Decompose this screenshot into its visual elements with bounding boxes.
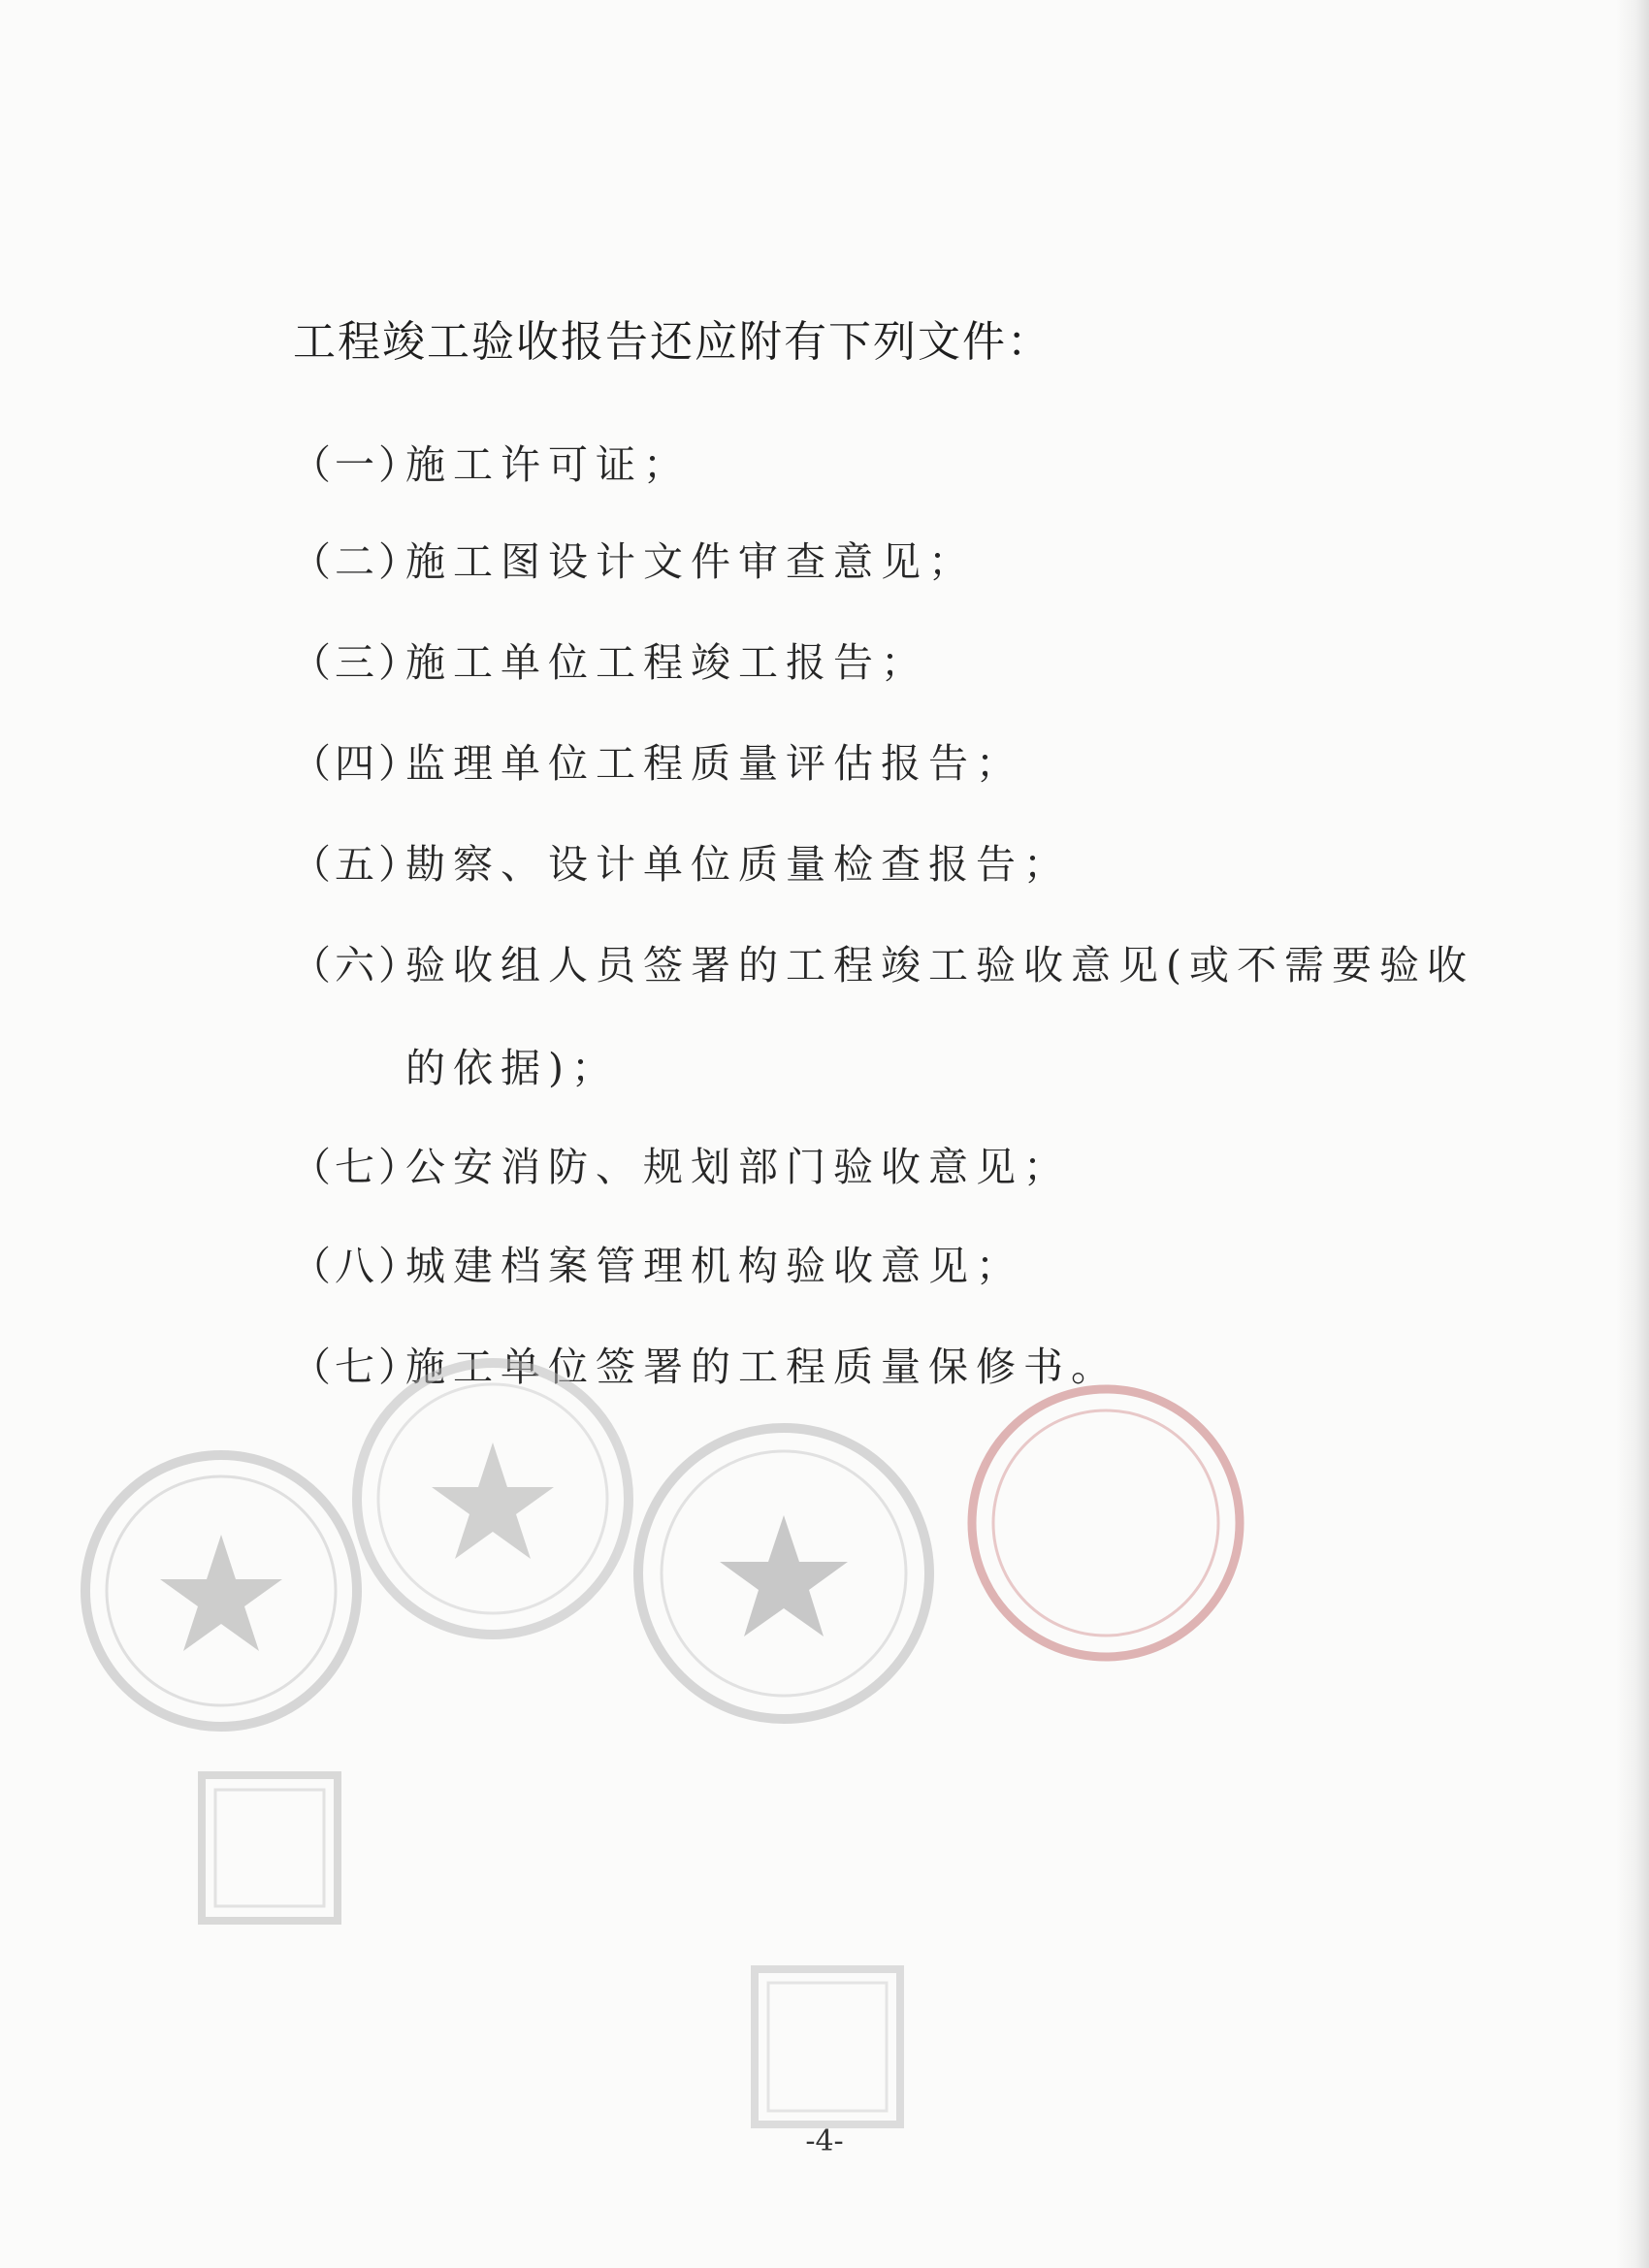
list-item-number: （一） <box>291 441 422 488</box>
list-item-number: （三） <box>291 639 422 686</box>
list-item-number: （五） <box>291 841 422 888</box>
document-heading: 工程竣工验收报告还应附有下列文件： <box>293 317 1051 367</box>
star-icon <box>160 1535 282 1651</box>
list-item-number: （二） <box>291 538 422 585</box>
list-item-text: 施工单位工程竣工报告； <box>405 639 928 686</box>
list-item <box>291 433 691 490</box>
page-edge-shadow <box>1616 0 1649 2268</box>
small-square-seal-1 <box>202 1775 338 1921</box>
list-item-text: 公安消防、规划部门验收意见； <box>405 1144 1071 1190</box>
list-item <box>291 731 1023 789</box>
list-item-continuation: 的依据)； <box>405 1045 619 1091</box>
page-number: -4- <box>805 2124 844 2158</box>
list-item-text: 验收组人员签署的工程竣工验收意见(或不需要验收 <box>405 942 1474 988</box>
list-item-number: （七） <box>291 1144 422 1190</box>
list-item-text: 施工许可证； <box>405 441 691 488</box>
list-item <box>291 933 1474 990</box>
star-icon <box>720 1515 848 1636</box>
list-item <box>291 1135 1071 1192</box>
list-item-text: 监理单位工程质量评估报告； <box>405 740 1023 787</box>
official-seal-grey-1 <box>85 1455 357 1727</box>
list-item <box>291 530 976 587</box>
star-icon <box>432 1442 554 1559</box>
list-item-number: （八） <box>291 1243 422 1289</box>
official-seal-grey-3 <box>638 1428 929 1719</box>
small-square-seal-2 <box>755 1969 900 2124</box>
list-item <box>291 631 928 688</box>
list-item <box>291 832 1071 890</box>
list-item <box>291 1335 1118 1392</box>
official-seal-red <box>972 1389 1240 1657</box>
list-item-text: 施工图设计文件审查意见； <box>405 538 976 585</box>
list-item <box>291 1234 1023 1291</box>
official-seal-grey-2 <box>357 1363 629 1635</box>
list-item-number: （四） <box>291 740 422 787</box>
list-item-number: （六） <box>291 942 422 988</box>
list-item-text: 勘察、设计单位质量检查报告； <box>405 841 1071 888</box>
list-item-number: （七） <box>291 1344 422 1390</box>
list-item-text: 城建档案管理机构验收意见； <box>405 1243 1023 1289</box>
list-item-text: 施工单位签署的工程质量保修书。 <box>405 1344 1118 1390</box>
